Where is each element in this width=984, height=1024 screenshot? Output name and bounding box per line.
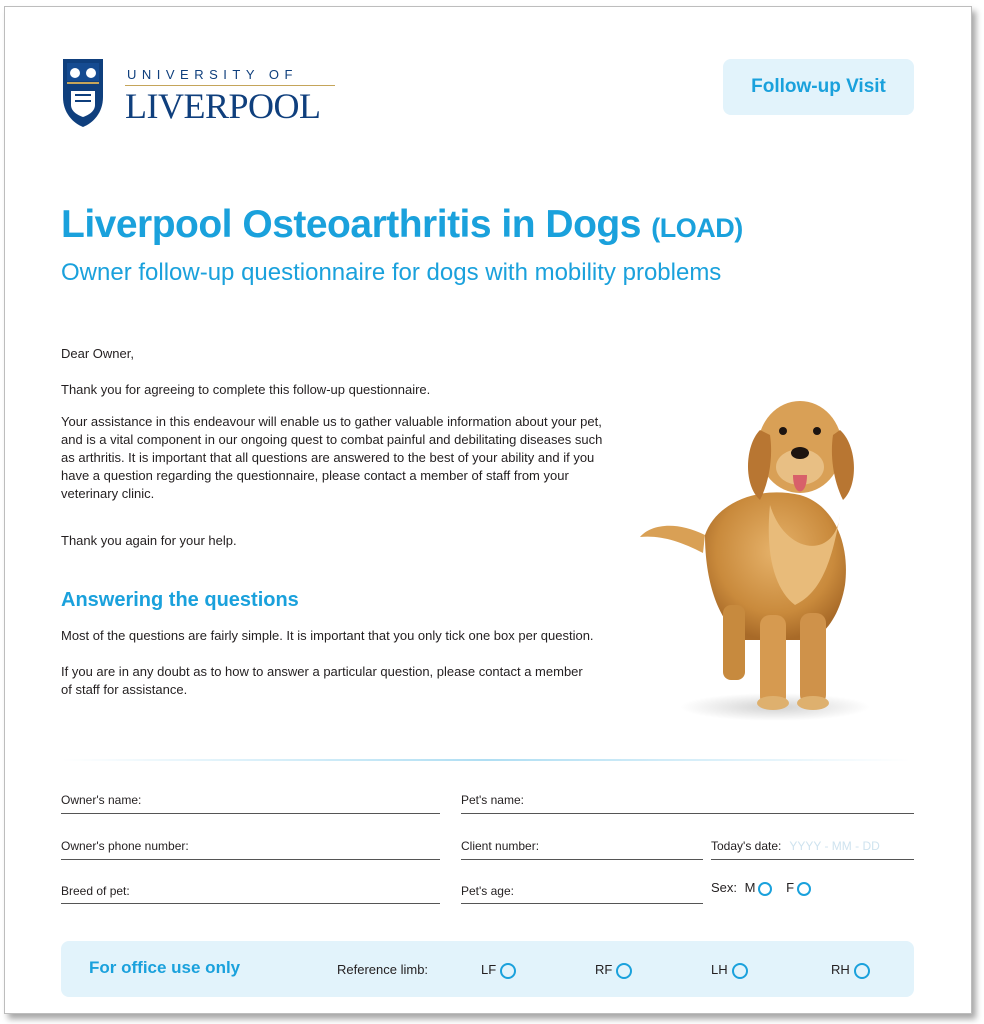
- title-abbreviation: (LOAD): [651, 213, 743, 243]
- office-use-panel: [61, 941, 914, 997]
- title-main: Liverpool Osteoarthritis in Dogs: [61, 203, 641, 246]
- university-logo: [61, 57, 351, 135]
- todays-date-label: Today's date:: [711, 839, 782, 853]
- university-of-text: UNIVERSITY OF: [127, 67, 298, 82]
- sex-f-label: F: [786, 880, 795, 895]
- golden-retriever-image: [635, 385, 875, 725]
- limb-rf-label: RF: [595, 962, 613, 977]
- client-number-label: Client number:: [461, 839, 540, 853]
- limb-option-rh[interactable]: [831, 962, 870, 979]
- limb-rf-radio[interactable]: [616, 963, 632, 979]
- section-divider: [61, 759, 911, 761]
- pet-age-label: Pet's age:: [461, 884, 514, 898]
- limb-lf-label: LF: [481, 962, 497, 977]
- thanks-paragraph: Thank you again for your help.: [61, 533, 237, 548]
- reference-limb-label: Reference limb:: [337, 962, 429, 977]
- sex-field: [711, 880, 811, 896]
- breed-label: Breed of pet:: [61, 884, 130, 898]
- limb-option-lf[interactable]: [481, 962, 516, 979]
- sex-m-radio[interactable]: [758, 882, 772, 896]
- limb-rh-label: RH: [831, 962, 850, 977]
- limb-option-rf[interactable]: [595, 962, 632, 979]
- answering-paragraph: Most of the questions are fairly simple. It is important that you only tick one box per question.: [61, 628, 594, 643]
- pet-age-input[interactable]: [461, 903, 703, 904]
- owner-name-input[interactable]: [61, 813, 440, 814]
- questionnaire-page: [4, 6, 972, 1014]
- paragraph-line: Your assistance in this endeavour will enable us to gather valuable information about your pet,: [61, 414, 602, 429]
- owner-phone-input[interactable]: [61, 859, 440, 860]
- paragraph-line: of staff for assistance.: [61, 682, 188, 697]
- owner-name-label: Owner's name:: [61, 793, 142, 807]
- liverpool-text: LIVERPOOL: [125, 86, 321, 126]
- sex-f-radio[interactable]: [797, 882, 811, 896]
- paragraph-line: as arthritis. It is important that all questions are answered to the best of your ability and if you: [61, 450, 595, 465]
- limb-rh-radio[interactable]: [854, 963, 870, 979]
- paragraph-line: and is a vital component in our ongoing quest to combat painful and debilitating diseases such: [61, 432, 603, 447]
- university-crest-icon: [61, 57, 105, 129]
- assistance-paragraph: [61, 413, 701, 503]
- paragraph-line: veterinary clinic.: [61, 486, 155, 501]
- client-number-input[interactable]: [461, 859, 703, 860]
- page-subtitle: Owner follow-up questionnaire for dogs with mobility problems: [61, 259, 722, 286]
- paragraph-line: If you are in any doubt as to how to answer a particular question, please contact a member: [61, 664, 583, 679]
- todays-date-input[interactable]: [711, 859, 914, 860]
- intro-paragraph: Thank you for agreeing to complete this follow-up questionnaire.: [61, 382, 431, 397]
- limb-option-lh[interactable]: [711, 962, 748, 979]
- office-use-title: For office use only: [89, 958, 241, 977]
- limb-lh-radio[interactable]: [732, 963, 748, 979]
- sex-label: Sex:: [711, 880, 738, 895]
- pet-name-label: Pet's name:: [461, 793, 524, 807]
- doubt-paragraph: [61, 663, 583, 699]
- pet-name-input[interactable]: [461, 813, 914, 814]
- date-placeholder: YYYY - MM - DD: [789, 839, 880, 853]
- follow-up-visit-badge: Follow-up Visit: [723, 59, 914, 115]
- page-title: [61, 203, 743, 247]
- breed-input[interactable]: [61, 903, 440, 904]
- todays-date-field[interactable]: [711, 839, 880, 853]
- sex-m-label: M: [744, 880, 756, 895]
- limb-lf-radio[interactable]: [500, 963, 516, 979]
- salutation: Dear Owner,: [61, 346, 134, 361]
- limb-lh-label: LH: [711, 962, 728, 977]
- paragraph-line: have a question regarding the questionnaire, please contact a member of staff from your: [61, 468, 569, 483]
- answering-heading: Answering the questions: [61, 589, 299, 611]
- owner-phone-label: Owner's phone number:: [61, 839, 189, 853]
